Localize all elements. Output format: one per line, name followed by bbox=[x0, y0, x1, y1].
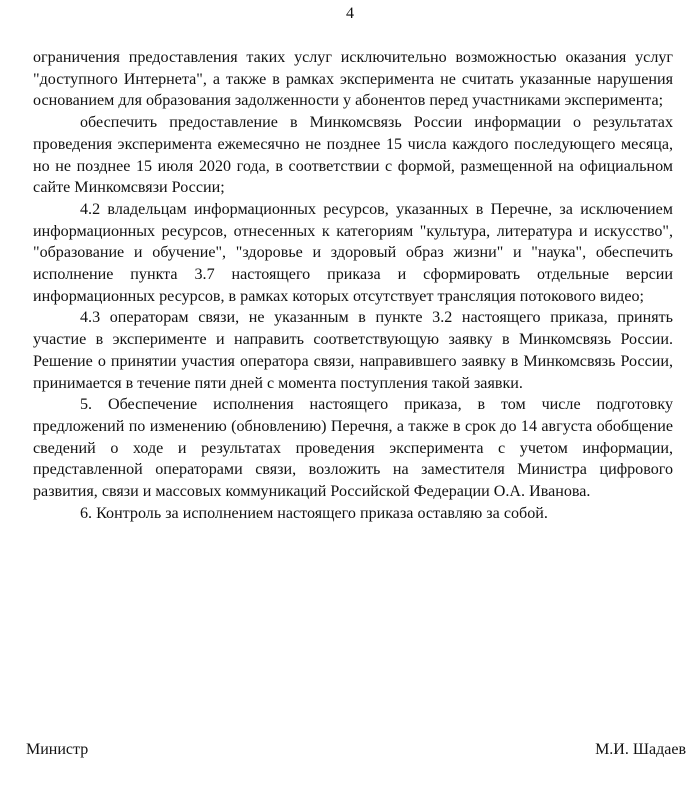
page-number: 4 bbox=[346, 5, 354, 22]
document-body bbox=[33, 47, 673, 524]
signatory-title: Министр bbox=[26, 741, 89, 758]
paragraph-4-3: 4.3 операторам связи, не указанным в пункте 3.2 настоящего приказа, принять участие в эксперименте и направить соответствующую заявку в Минкомсвязь России. Решение о принятии участия оператора связи, направившего заявку в Минкомсвязь России, принимается в течение пяти дней с момента поступления такой заявки. bbox=[33, 309, 673, 392]
paragraph-6: 6. Контроль за исполнением настоящего приказа оставляю за собой. bbox=[80, 504, 548, 522]
signatory-name: М.И. Шадаев bbox=[595, 741, 686, 758]
paragraph-reporting: обеспечить предоставление в Минкомсвязь России информации о результатах проведения эксперимента ежемесячно не позднее 15 числа каждого последующего месяца, но не позднее 15 июля 2020 года, в соответствии с формой, размещенной на официальном сайте Минкомсвязи России; bbox=[33, 114, 673, 197]
paragraph-continuation: ограничения предоставления таких услуг исключительно возможностью оказания услуг "доступного Интернета", а также в рамках эксперимента не считать указанные нарушения основанием для образования задолженности у абонентов перед участниками эксперимента; bbox=[33, 49, 673, 110]
paragraph-4-2: 4.2 владельцам информационных ресурсов, указанных в Перечне, за исключением информационных ресурсов, отнесенных к категориям "культура, литература и искусство", "образование и обучение", "здоровье и здоровый образ жизни" и "наука", обеспечить исполнение пункта 3.7 настоящего приказа и сформировать отдельные версии информационных ресурсов, в рамках которых отсутствует трансляция потокового видео; bbox=[33, 200, 673, 305]
paragraph-5: 5. Обеспечение исполнения настоящего приказа, в том числе подготовку предложений по изменению (обновлению) Перечня, а также в срок до 14 августа обобщение сведений о ходе и результатах проведения эксперимента с учетом информации, представленной операторами связи, возложить на заместителя Министра цифрового развития, связи и массовых коммуникаций Российской Федерации О.А. Иванова. bbox=[33, 396, 673, 501]
